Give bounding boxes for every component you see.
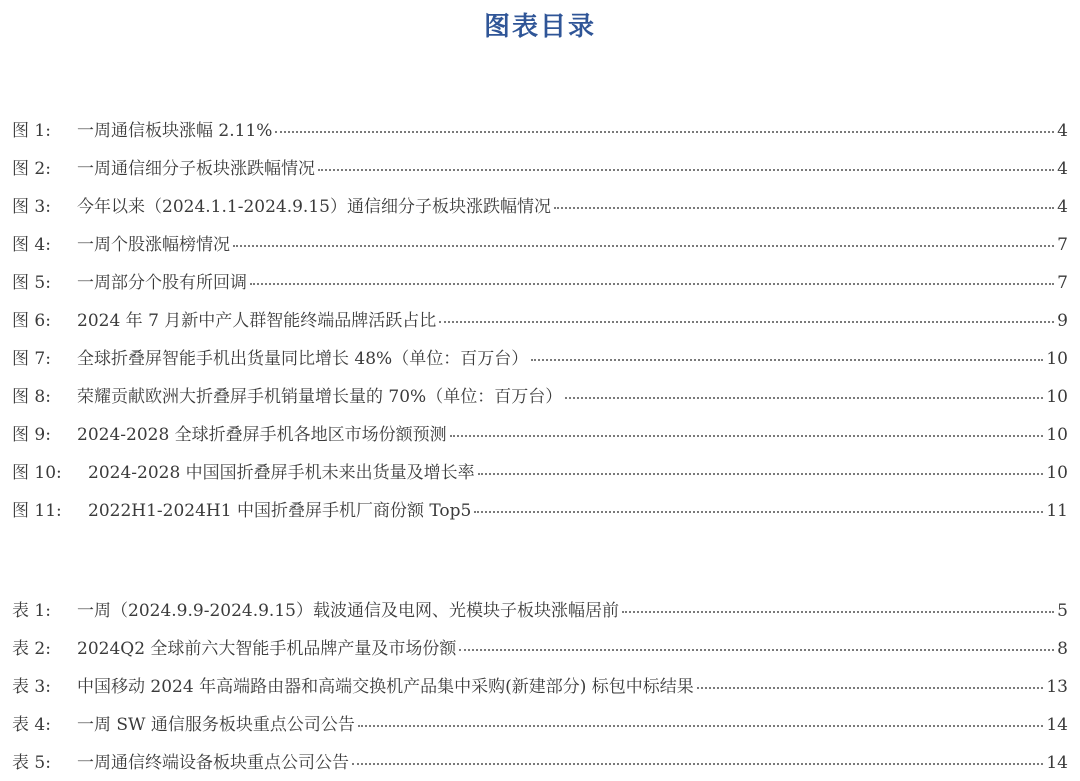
dot-leader bbox=[352, 763, 1043, 765]
entry-label: 2024-2028 中国国折叠屏手机未来出货量及增长率 bbox=[88, 463, 475, 483]
entry-page: 9 bbox=[1057, 311, 1068, 331]
entry-label: 2022H1-2024H1 中国折叠屏手机厂商份额 Top5 bbox=[88, 501, 472, 521]
toc-entry-figure-5[interactable] bbox=[12, 268, 1068, 294]
dot-leader bbox=[697, 687, 1044, 689]
dot-leader bbox=[450, 435, 1044, 437]
entry-number: 图 8: bbox=[12, 387, 51, 407]
dot-leader bbox=[478, 473, 1044, 475]
entry-number: 表 1: bbox=[12, 601, 51, 621]
toc-entry-figure-2[interactable] bbox=[12, 154, 1068, 180]
entry-page: 8 bbox=[1057, 639, 1068, 659]
entry-page: 11 bbox=[1046, 501, 1068, 521]
dot-leader bbox=[439, 321, 1054, 323]
entry-number: 图 1: bbox=[12, 121, 51, 141]
dot-leader bbox=[474, 511, 1043, 513]
entry-label: 一周部分个股有所回调 bbox=[77, 273, 247, 293]
toc-entry-figure-10[interactable] bbox=[12, 458, 1068, 484]
entry-number: 表 2: bbox=[12, 639, 51, 659]
entry-number: 表 3: bbox=[12, 677, 51, 697]
entry-label: 一周通信终端设备板块重点公司公告 bbox=[77, 753, 349, 773]
entry-page: 4 bbox=[1057, 159, 1068, 179]
entry-number: 图 5: bbox=[12, 273, 51, 293]
entry-number: 图 7: bbox=[12, 349, 51, 369]
entry-label: 一周个股涨幅榜情况 bbox=[77, 235, 230, 255]
entry-page: 10 bbox=[1046, 349, 1068, 369]
toc-entry-figure-9[interactable] bbox=[12, 420, 1068, 446]
entry-label: 一周 SW 通信服务板块重点公司公告 bbox=[77, 715, 355, 735]
toc-entry-table-4[interactable] bbox=[12, 710, 1068, 736]
toc-title: 图表目录 bbox=[483, 12, 596, 42]
entry-label: 2024 年 7 月新中产人群智能终端品牌活跃占比 bbox=[77, 311, 437, 331]
entry-page: 5 bbox=[1057, 601, 1068, 621]
entry-number: 表 4: bbox=[12, 715, 51, 735]
toc-entry-figure-1[interactable] bbox=[12, 116, 1068, 142]
dot-leader bbox=[275, 131, 1054, 133]
entry-page: 14 bbox=[1046, 753, 1068, 773]
toc-entry-figure-4[interactable] bbox=[12, 230, 1068, 256]
toc-entry-figure-11[interactable] bbox=[12, 496, 1068, 522]
entry-page: 7 bbox=[1057, 273, 1068, 293]
entry-page: 10 bbox=[1046, 425, 1068, 445]
entry-label: 全球折叠屏智能手机出货量同比增长 48%（单位：百万台） bbox=[77, 349, 529, 369]
entry-page: 13 bbox=[1046, 677, 1068, 697]
entry-number: 图 11: bbox=[12, 501, 62, 521]
entry-label: 荣耀贡献欧洲大折叠屏手机销量增长量的 70%（单位：百万台） bbox=[77, 387, 563, 407]
entry-label: 2024Q2 全球前六大智能手机品牌产量及市场份额 bbox=[77, 639, 457, 659]
entry-number: 图 4: bbox=[12, 235, 51, 255]
dot-leader bbox=[554, 207, 1054, 209]
toc-entry-table-2[interactable] bbox=[12, 634, 1068, 660]
toc-entry-table-3[interactable] bbox=[12, 672, 1068, 698]
entry-number: 图 6: bbox=[12, 311, 51, 331]
entry-page: 4 bbox=[1057, 197, 1068, 217]
entry-number: 图 9: bbox=[12, 425, 51, 445]
entry-number: 图 10: bbox=[12, 463, 62, 483]
entry-page: 14 bbox=[1046, 715, 1068, 735]
entry-number: 图 2: bbox=[12, 159, 51, 179]
dot-leader bbox=[358, 725, 1043, 727]
dot-leader bbox=[318, 169, 1054, 171]
toc-entry-table-1[interactable] bbox=[12, 596, 1068, 622]
dot-leader bbox=[622, 611, 1054, 613]
entry-page: 7 bbox=[1057, 235, 1068, 255]
entry-page: 4 bbox=[1057, 121, 1068, 141]
toc-entry-table-5[interactable] bbox=[12, 748, 1068, 774]
entry-page: 10 bbox=[1046, 387, 1068, 407]
dot-leader bbox=[233, 245, 1054, 247]
entry-label: 一周通信细分子板块涨跌幅情况 bbox=[77, 159, 315, 179]
dot-leader bbox=[250, 283, 1054, 285]
dot-leader bbox=[565, 397, 1043, 399]
entry-label: 一周通信板块涨幅 2.11% bbox=[77, 121, 273, 141]
entry-label: 中国移动 2024 年高端路由器和高端交换机产品集中采购(新建部分) 标包中标结果 bbox=[77, 677, 694, 697]
entry-label: 一周（2024.9.9-2024.9.15）载波通信及电网、光模块子板块涨幅居前 bbox=[77, 601, 619, 621]
dot-leader bbox=[531, 359, 1043, 361]
dot-leader bbox=[459, 649, 1054, 651]
toc-entry-figure-7[interactable] bbox=[12, 344, 1068, 370]
entry-number: 图 3: bbox=[12, 197, 51, 217]
toc-entry-figure-8[interactable] bbox=[12, 382, 1068, 408]
toc-entry-figure-3[interactable] bbox=[12, 192, 1068, 218]
entry-label: 2024-2028 全球折叠屏手机各地区市场份额预测 bbox=[77, 425, 447, 445]
entry-label: 今年以来（2024.1.1-2024.9.15）通信细分子板块涨跌幅情况 bbox=[77, 197, 551, 217]
entry-page: 10 bbox=[1046, 463, 1068, 483]
entry-number: 表 5: bbox=[12, 753, 51, 773]
toc-entry-figure-6[interactable] bbox=[12, 306, 1068, 332]
